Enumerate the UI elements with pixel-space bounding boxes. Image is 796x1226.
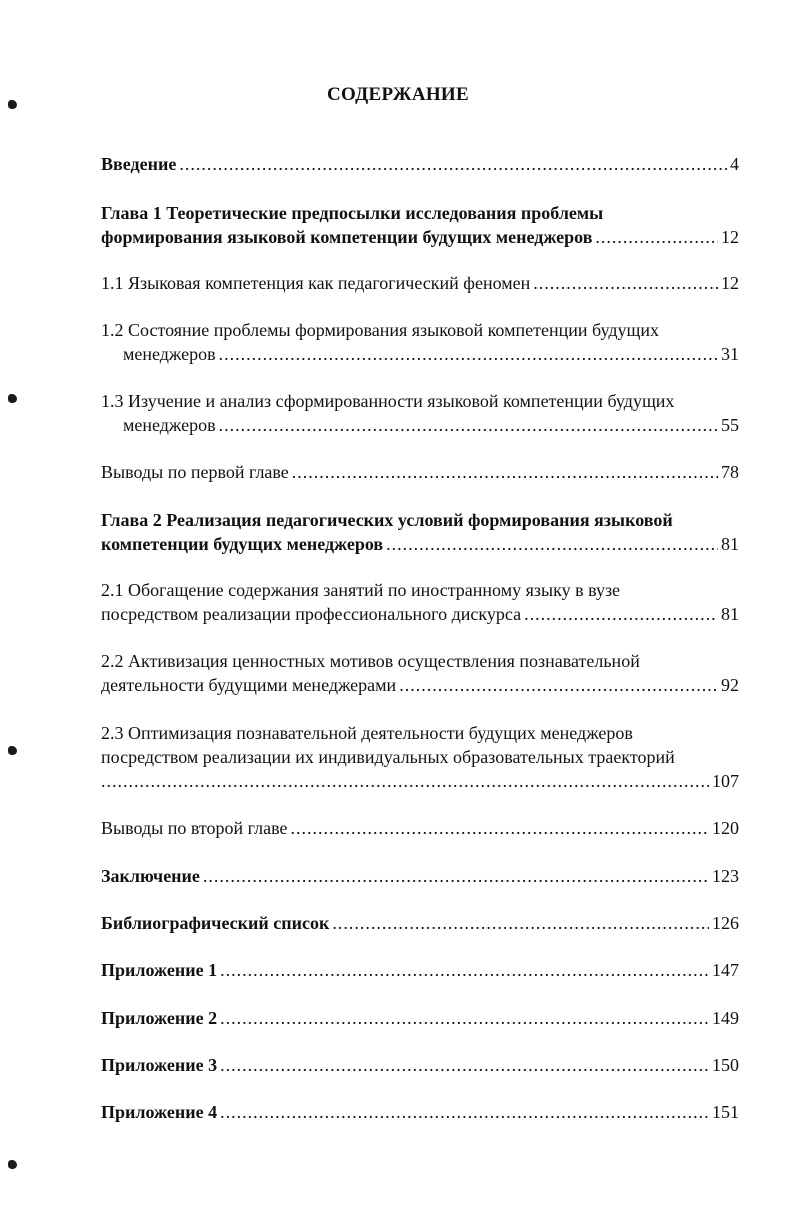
toc-page-number: 4 bbox=[730, 154, 739, 174]
toc-entry-conclusions-chapter-2 bbox=[101, 816, 739, 840]
toc-page-number: 120 bbox=[712, 818, 739, 838]
toc-page-number: 147 bbox=[712, 960, 739, 980]
toc-entry-bibliography bbox=[101, 911, 739, 935]
toc-entry-title: Выводы по первой главе bbox=[101, 462, 289, 482]
toc-entry-section-2-3 bbox=[101, 721, 739, 793]
toc-entry-title: Заключение bbox=[101, 866, 200, 886]
toc-page-number: 126 bbox=[712, 913, 739, 933]
toc-entry-introduction bbox=[101, 152, 739, 176]
toc-entry-title: формирования языковой компетенции будущих менеджеров bbox=[101, 227, 593, 247]
toc-page-number: 107 bbox=[712, 771, 739, 791]
toc-entry-title: посредством реализации профессионального дискурса bbox=[101, 604, 522, 624]
toc-entry-appendix-1 bbox=[101, 958, 739, 982]
toc-page-number: 123 bbox=[712, 866, 739, 886]
toc-page-number: 151 bbox=[712, 1102, 739, 1122]
toc-page-number: 55 bbox=[721, 415, 739, 435]
page-title: СОДЕРЖАНИЕ bbox=[327, 84, 469, 105]
toc-entry-title: 2.1 Обогащение содержания занятий по иностранному языку в вузе bbox=[101, 580, 621, 600]
toc-page-number: 92 bbox=[721, 675, 739, 695]
toc-entry-section-1-3 bbox=[101, 389, 739, 437]
toc-entry-title: 1.2 Состояние проблемы формирования языковой компетенции будущих bbox=[101, 320, 659, 340]
toc-page-number: 12 bbox=[721, 227, 739, 247]
toc-entry-chapter-2 bbox=[101, 508, 739, 556]
toc-entry-conclusions-chapter-1 bbox=[101, 460, 739, 484]
toc-entry-section-2-2 bbox=[101, 649, 739, 697]
toc-entry-chapter-1 bbox=[101, 201, 739, 249]
toc-entry-title: Введение bbox=[101, 154, 177, 174]
toc-entry-title: Приложение 1 bbox=[101, 960, 218, 980]
toc-entry-title: Глава 1 Теоретические предпосылки исследования проблемы bbox=[101, 203, 604, 223]
toc-entry-section-1-2 bbox=[101, 318, 739, 366]
toc-entry-title: 1.3 Изучение и анализ сформированности языковой компетенции будущих bbox=[101, 391, 675, 411]
toc-entry-section-1-1 bbox=[101, 271, 739, 295]
toc-page-number: 149 bbox=[712, 1008, 739, 1028]
scan-speck-mark bbox=[8, 1160, 17, 1169]
toc-page-number: 12 bbox=[721, 273, 739, 293]
toc-entry-title: Приложение 2 bbox=[101, 1008, 218, 1028]
toc-entry-conclusion bbox=[101, 864, 739, 888]
toc-entry-appendix-3 bbox=[101, 1053, 739, 1077]
toc-page-number: 150 bbox=[712, 1055, 739, 1075]
toc-entry-title: Приложение 4 bbox=[101, 1102, 218, 1122]
toc-entry-title: Глава 2 Реализация педагогических условий формирования языковой bbox=[101, 510, 673, 530]
toc-entry-title: 2.3 Оптимизация познавательной деятельности будущих менеджеров bbox=[101, 723, 633, 743]
toc-entry-title: посредством реализации их индивидуальных образовательных траекторий bbox=[101, 747, 675, 767]
toc-entry-title: 1.1 Языковая компетенция как педагогический феномен bbox=[101, 273, 531, 293]
toc-entry-section-2-1 bbox=[101, 578, 739, 626]
toc-entry-title: деятельности будущими менеджерами bbox=[101, 675, 397, 695]
scan-speck-mark bbox=[8, 746, 17, 755]
toc-entry-appendix-2 bbox=[101, 1006, 739, 1030]
toc-entry-title: менеджеров bbox=[123, 344, 216, 364]
toc-page-number: 31 bbox=[721, 344, 739, 364]
toc-page-number: 81 bbox=[721, 604, 739, 624]
toc-page-number: 78 bbox=[721, 462, 739, 482]
toc-entry-title: Библиографический список bbox=[101, 913, 330, 933]
scan-speck-mark bbox=[8, 394, 17, 403]
toc-entry-title: менеджеров bbox=[123, 415, 216, 435]
toc-entry-title: 2.2 Активизация ценностных мотивов осуществления познавательной bbox=[101, 651, 640, 671]
toc-entry-title: компетенции будущих менеджеров bbox=[101, 534, 384, 554]
toc-page-number: 81 bbox=[721, 534, 739, 554]
toc-entry-title: Приложение 3 bbox=[101, 1055, 218, 1075]
toc-entry-title: Выводы по второй главе bbox=[101, 818, 288, 838]
toc-entry-appendix-4 bbox=[101, 1100, 739, 1124]
